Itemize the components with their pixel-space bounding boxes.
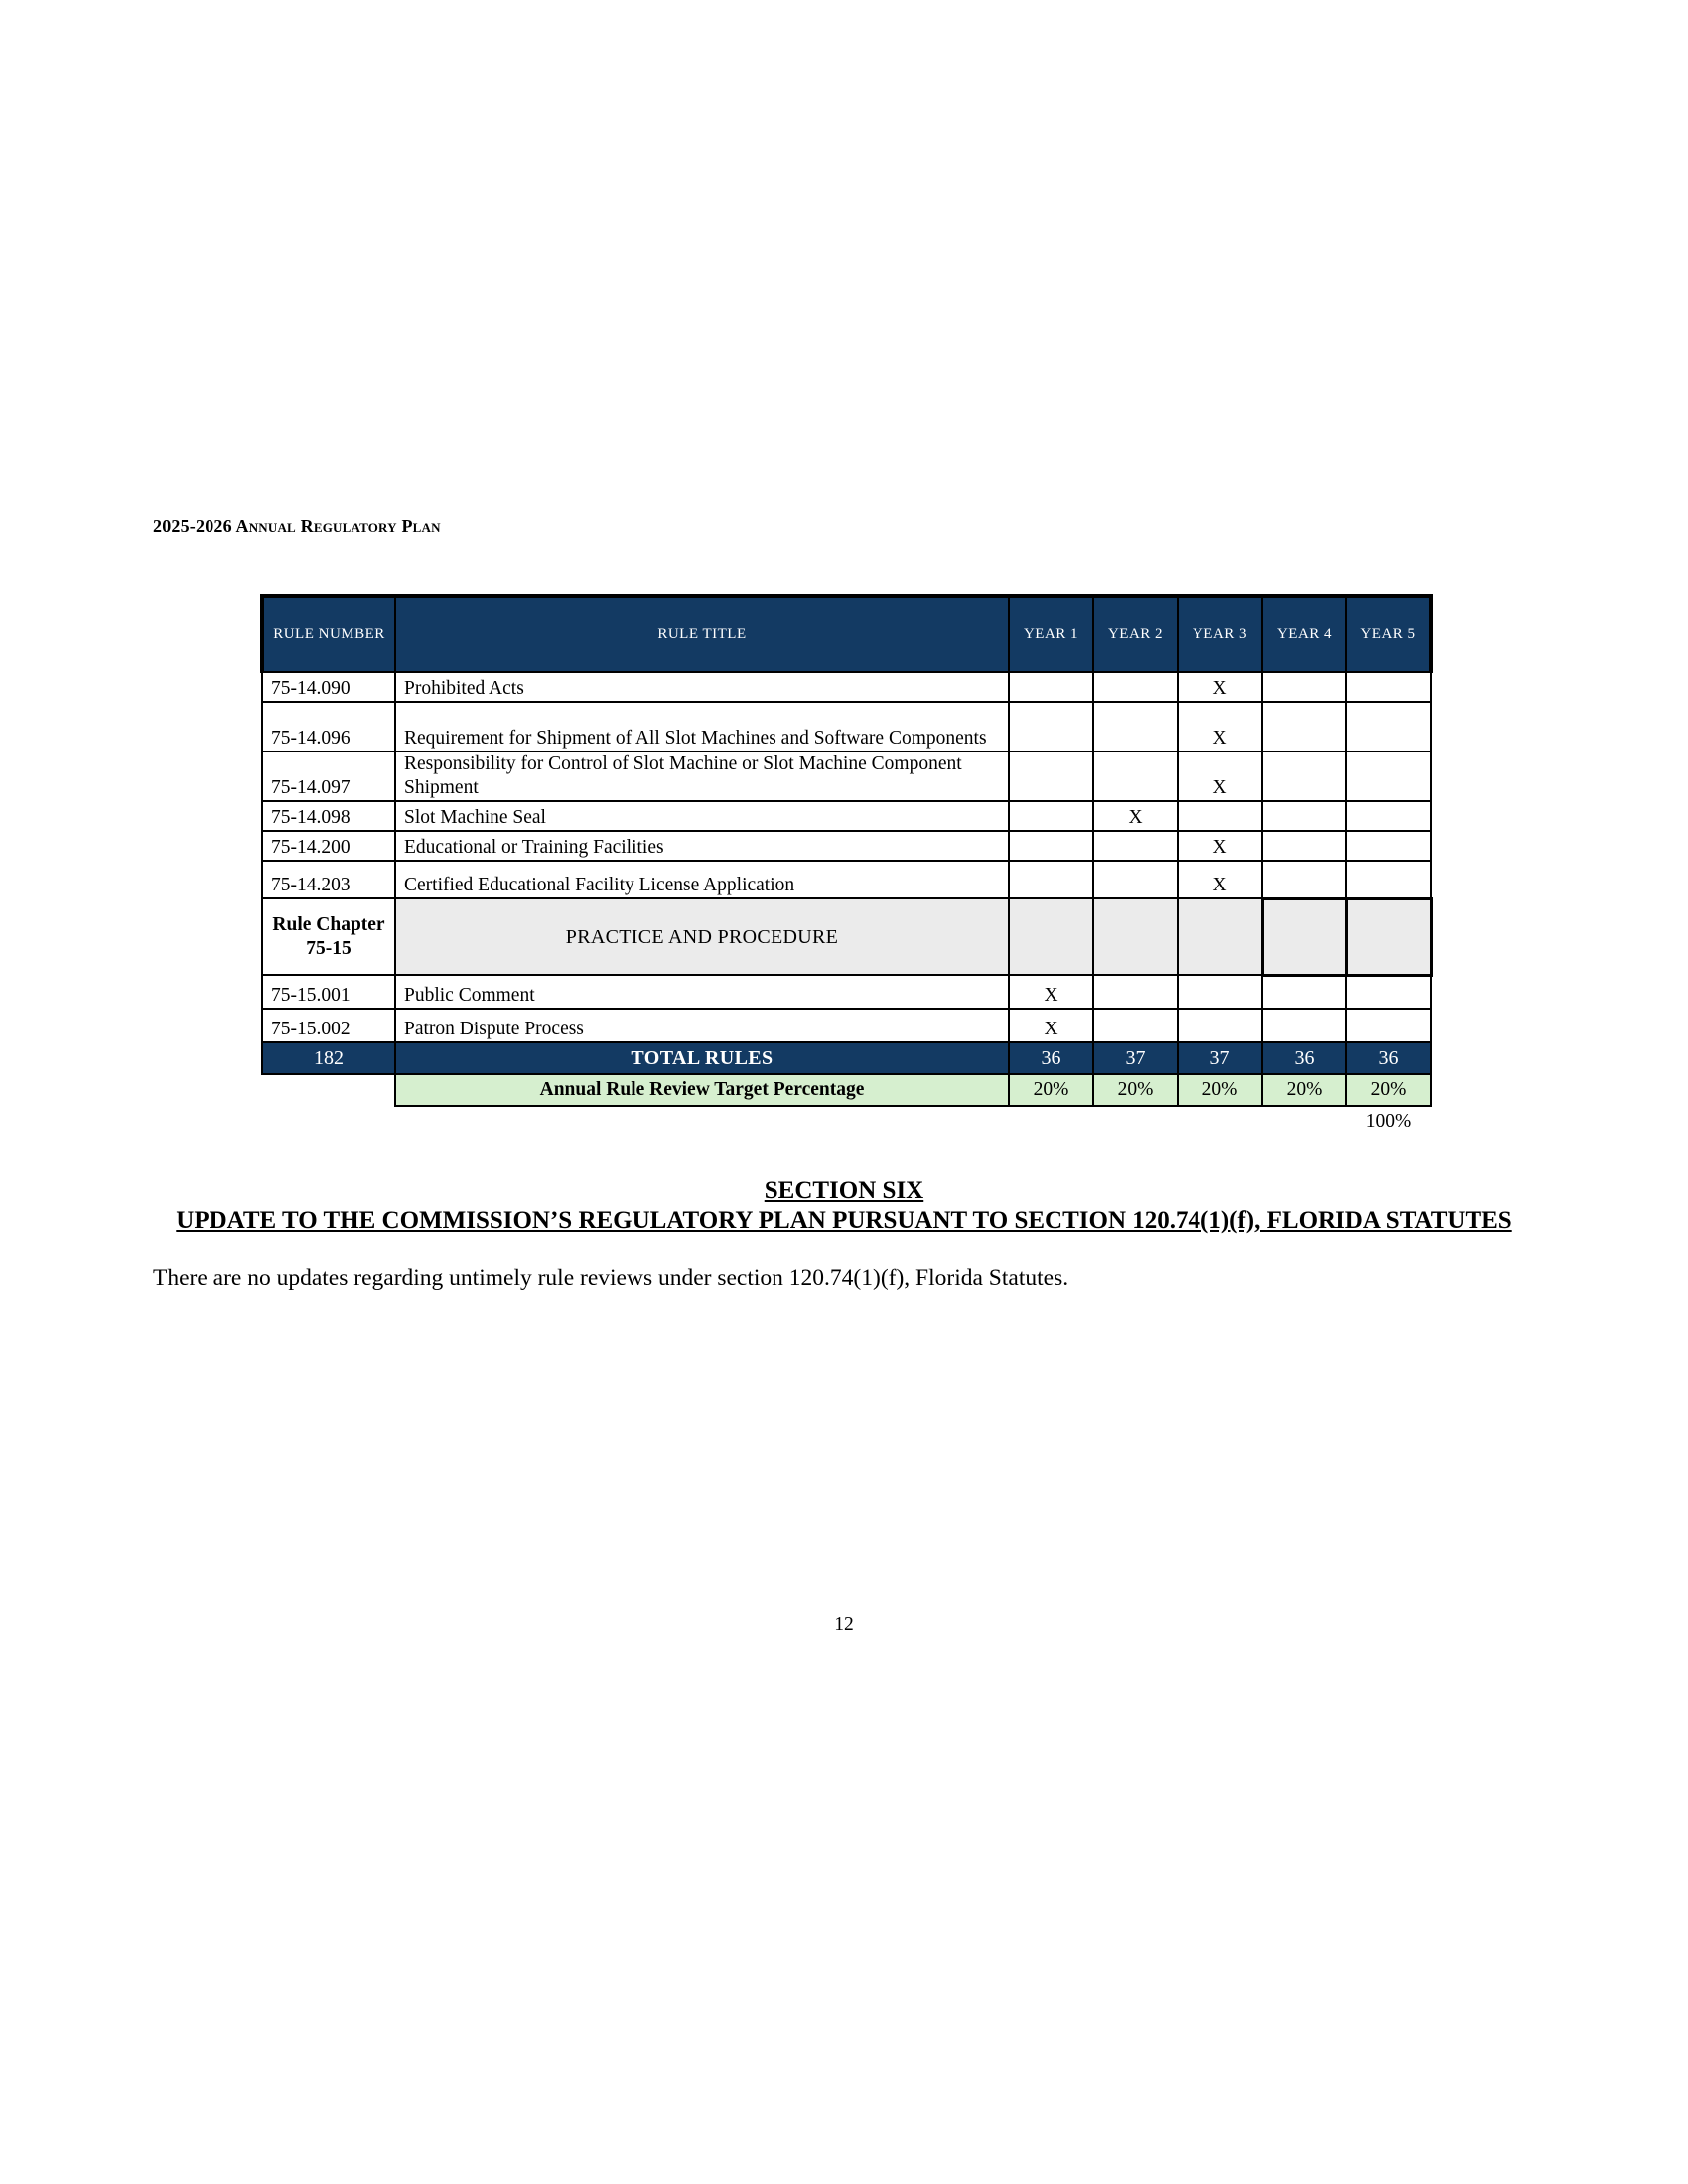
blank-cell [1009, 1106, 1093, 1137]
year-4-mark [1262, 1009, 1346, 1042]
section-six-body: There are no updates regarding untimely rule reviews under section 120.74(1)(f), Florida Statutes. [153, 1265, 1069, 1291]
year-3-mark [1178, 801, 1262, 831]
blank-cell [395, 1106, 1009, 1137]
shaded-cell [1178, 898, 1262, 975]
rule-number: 75-15.002 [262, 1009, 395, 1042]
year-1-mark [1009, 702, 1093, 751]
section-six-heading: SECTION SIX [764, 1177, 924, 1204]
rule-title: Certified Educational Facility License Application [395, 861, 1009, 898]
table-row [262, 702, 1431, 751]
year-3-mark: X [1178, 751, 1262, 801]
year-1-mark: X [1009, 1009, 1093, 1042]
column-header-rule-title: RULE TITLE [395, 596, 1009, 672]
year-3-mark: X [1178, 861, 1262, 898]
year-2-mark [1093, 1009, 1178, 1042]
blank-cell [262, 1106, 395, 1137]
year-2-total: 37 [1093, 1042, 1178, 1074]
year-3-total: 37 [1178, 1042, 1262, 1074]
blank-cell [1178, 1106, 1262, 1137]
chapter-section-row [262, 898, 1431, 975]
column-header-year-1: YEAR 1 [1009, 596, 1093, 672]
year-4-total: 36 [1262, 1042, 1346, 1074]
year-3-mark [1178, 1009, 1262, 1042]
blank-cell [1262, 1106, 1346, 1137]
year-4-mark [1262, 975, 1346, 1009]
rule-title: Public Comment [395, 975, 1009, 1009]
table-row [262, 975, 1431, 1009]
year-5-mark [1346, 1009, 1431, 1042]
blank-cell [262, 1074, 395, 1106]
year-2-mark [1093, 702, 1178, 751]
rule-number: 75-14.096 [262, 702, 395, 751]
year-3-mark: X [1178, 831, 1262, 861]
year-3-mark: X [1178, 702, 1262, 751]
chapter-title: PRACTICE AND PROCEDURE [395, 898, 1009, 975]
shaded-cell [1262, 898, 1346, 975]
regulatory-plan-table [260, 594, 1433, 1137]
rule-title: Patron Dispute Process [395, 1009, 1009, 1042]
rule-number: 75-14.203 [262, 861, 395, 898]
table-row [262, 801, 1431, 831]
year-2-mark [1093, 831, 1178, 861]
rule-number: 75-14.200 [262, 831, 395, 861]
column-header-year-2: YEAR 2 [1093, 596, 1178, 672]
column-header-rule-number: RULE NUMBER [262, 596, 395, 672]
column-header-year-4: YEAR 4 [1262, 596, 1346, 672]
year-4-mark [1262, 702, 1346, 751]
year-4-mark [1262, 672, 1346, 702]
shaded-cell [1093, 898, 1178, 975]
rule-title: Educational or Training Facilities [395, 831, 1009, 861]
rule-title: Slot Machine Seal [395, 801, 1009, 831]
year-5-mark [1346, 831, 1431, 861]
running-header: 2025-2026 Annual Regulatory Plan [153, 516, 441, 536]
year-2-mark [1093, 672, 1178, 702]
table-header-row [262, 596, 1431, 672]
year-3-mark [1178, 975, 1262, 1009]
rule-title: Responsibility for Control of Slot Machine or Slot Machine Component Shipment [395, 751, 1009, 801]
target-sum-row [262, 1106, 1431, 1137]
year-1-mark: X [1009, 975, 1093, 1009]
table-row [262, 831, 1431, 861]
year-1-mark [1009, 751, 1093, 801]
year-2-mark [1093, 861, 1178, 898]
rule-number: 75-14.097 [262, 751, 395, 801]
total-rules-label: TOTAL RULES [395, 1042, 1009, 1074]
total-rule-count: 182 [262, 1042, 395, 1074]
rule-title: Prohibited Acts [395, 672, 1009, 702]
rule-number: 75-14.098 [262, 801, 395, 831]
table-row [262, 672, 1431, 702]
shaded-cell [1009, 898, 1093, 975]
table-row [262, 751, 1431, 801]
year-5-total: 36 [1346, 1042, 1431, 1074]
page-number: 12 [834, 1614, 854, 1635]
shaded-cell [1346, 898, 1431, 975]
year-1-target: 20% [1009, 1074, 1093, 1106]
year-3-mark: X [1178, 672, 1262, 702]
chapter-label: Rule Chapter 75-15 [262, 898, 395, 975]
year-5-mark [1346, 751, 1431, 801]
year-4-mark [1262, 751, 1346, 801]
column-header-year-5: YEAR 5 [1346, 596, 1431, 672]
year-2-mark [1093, 751, 1178, 801]
year-2-target: 20% [1093, 1074, 1178, 1106]
year-5-mark [1346, 702, 1431, 751]
year-1-mark [1009, 831, 1093, 861]
section-six-subheading: UPDATE TO THE COMMISSION’S REGULATORY PLAN PURSUANT TO SECTION 120.74(1)(f), FLORIDA STATUTES [176, 1207, 1512, 1234]
target-percentage-row [262, 1074, 1431, 1106]
table-row [262, 861, 1431, 898]
year-1-mark [1009, 861, 1093, 898]
year-2-mark [1093, 975, 1178, 1009]
year-5-mark [1346, 861, 1431, 898]
table-row [262, 1009, 1431, 1042]
year-5-mark [1346, 975, 1431, 1009]
year-4-mark [1262, 861, 1346, 898]
year-4-mark [1262, 831, 1346, 861]
rule-title: Requirement for Shipment of All Slot Machines and Software Components [395, 702, 1009, 751]
year-4-target: 20% [1262, 1074, 1346, 1106]
total-rules-row [262, 1042, 1431, 1074]
year-5-mark [1346, 672, 1431, 702]
year-1-total: 36 [1009, 1042, 1093, 1074]
year-1-mark [1009, 801, 1093, 831]
rule-number: 75-15.001 [262, 975, 395, 1009]
blank-cell [1093, 1106, 1178, 1137]
column-header-year-3: YEAR 3 [1178, 596, 1262, 672]
year-2-mark: X [1093, 801, 1178, 831]
year-1-mark [1009, 672, 1093, 702]
year-5-mark [1346, 801, 1431, 831]
year-5-target: 20% [1346, 1074, 1431, 1106]
year-3-target: 20% [1178, 1074, 1262, 1106]
target-sum: 100% [1365, 1111, 1412, 1132]
year-4-mark [1262, 801, 1346, 831]
target-percentage-label: Annual Rule Review Target Percentage [395, 1074, 1009, 1106]
rule-number: 75-14.090 [262, 672, 395, 702]
